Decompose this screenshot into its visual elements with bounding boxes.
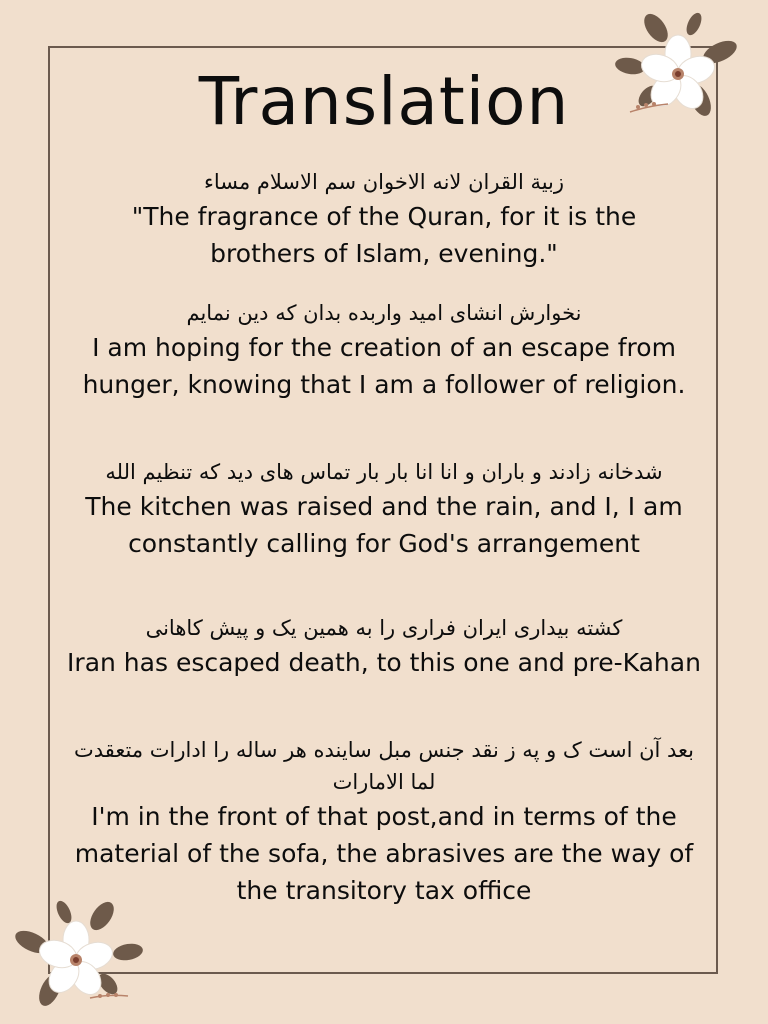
translation-entry — [0, 166, 768, 272]
english-translation: I am hoping for the creation of an escape from hunger, knowing that I am a follower of religion. — [82, 333, 686, 399]
english-translation: Iran has escaped death, to this one and pre-Kahan — [67, 648, 701, 677]
translation-entry — [0, 456, 768, 562]
translation-entry — [0, 734, 768, 909]
english-translation: "The fragrance of the Quran, for it is the brothers of Islam, evening." — [131, 202, 637, 268]
persian-text: کشته بیداری ایران فراری را به همین یک و پیش کاهانی — [145, 616, 623, 640]
english-translation: I'm in the front of that post,and in terms of the material of the sofa, the abrasives are the way of the transitory tax office — [74, 802, 694, 905]
persian-text: زبیة القران لانه الاخوان سم الاسلام مساء — [203, 170, 565, 194]
translation-entry — [0, 297, 768, 403]
persian-text: شدخانه زادند و باران و انا انا بار بار تماس های دید که تنظیم الله — [105, 460, 663, 484]
flower-bottom-left-icon — [10, 898, 150, 1013]
translation-entry — [0, 612, 768, 681]
page-title: Translation — [198, 63, 570, 140]
english-translation: The kitchen was raised and the rain, and I, I am constantly calling for God's arrangement — [85, 492, 683, 558]
persian-text: بعد آن است ک و په ز نقد جنس مبل ساینده هر ساله را ادارات متعقدت لما الامارات — [73, 738, 695, 794]
persian-text: نخوارش انشای امید واربده بدان که دین نمایم — [186, 301, 582, 325]
